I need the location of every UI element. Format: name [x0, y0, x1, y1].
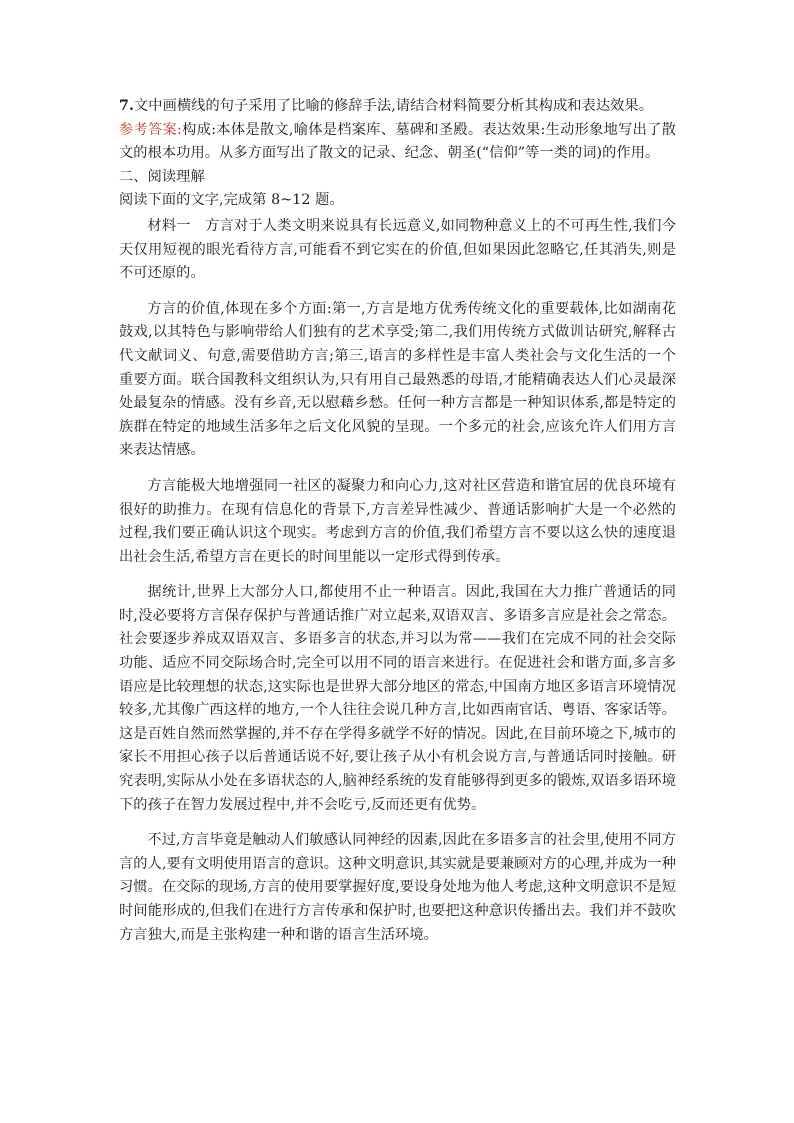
- section-title: 二、阅读理解: [119, 168, 205, 185]
- question-7: [119, 95, 676, 119]
- question-number: 7.: [119, 98, 135, 114]
- paragraph: 据统计,世界上大部分人口,都使用不止一种语言。因此,我国在大力推广普通话的同时,没必要将方言保存保护与普通话推广对立起来,双语双言、多语多言应是社会之常态。社会要逐步养成双语双言、多语多言的状态,并习以为常——我们在完成不同的社会交际功能、适应不同交际场合时,完全可以用不同的语言来进行。在促进社会和谐方面,多言多语应是比较理想的状态,这实际也是世界大部分地区的常态,中国南方地区多语言环境情况较多,尤其像广西这样的地方,一个人往往会说几种方言,比如西南官话、粤语、客家话等。这是百姓自然而然掌握的,并不存在学得多就学不好的情况。因此,在目前环境之下,城市的家长不用担心孩子以后普通话说不好,要让孩子从小有机会说方言,与普通话同时接触。研究表明,实际从小处在多语状态的人,脑神经系统的发育能够得到更多的锻炼,双语多语环境下的孩子在智力发展过程中,并不会吃亏,反而还更有优势。: [119, 584, 676, 813]
- answer-text: 构成:本体是散文,喻体是档案库、墓碑和圣殿。表达效果:生动形象地写出了散文的根本功用。从多方面写出了散文的记录、纪念、朝圣(“信仰”等一类的词)的作用。: [119, 121, 676, 162]
- reference-answer: [119, 119, 676, 166]
- paragraph: 不过,方言毕竟是触动人们敏感认同神经的因素,因此在多语多言的社会里,使用不同方言的人,要有文明使用语言的意识。这种文明意识,其实就是要兼顾对方的心理,并成为一种习惯。在交际的现场,方言的使用要掌握好度,要设身处地为他人考虑,这种文明意识不是短时间能形成的,但我们在进行方言传承和保护时,也要把这种意识传播出去。我们并不鼓吹方言独大,而是主张构建一种和谐的语言生活环境。: [119, 832, 676, 943]
- answer-label: 参考答案:: [119, 121, 182, 138]
- paragraph: 方言的价值,体现在多个方面:第一,方言是地方优秀传统文化的重要载体,比如湖南花鼓戏,以其特色与影响带给人们独有的艺术享受;第二,我们用传统方式做训诂研究,解释古代文献词义、句意,需要借助方言;第三,语言的多样性是丰富人类社会与文化生活的一个重要方面。联合国教科文组织认为,只有用自己最熟悉的母语,才能精确表达人们心灵最深处最复杂的情感。没有乡音,无以慰藉乡愁。任何一种方言都是一种知识体系,都是特定的族群在特定的地域生活多年之后文化风貌的呈现。一个多元的社会,应该允许人们用方言来表达情感。: [119, 300, 676, 459]
- question-block: [119, 95, 676, 213]
- reading-instruction: 阅读下面的文字,完成第 8~12 题。: [119, 192, 344, 209]
- question-text: 文中画横线的句子采用了比喻的修辞手法,请结合材料简要分析其构成和表达效果。: [134, 98, 653, 114]
- paragraph: 方言能极大地增强同一社区的凝聚力和向心力,这对社区营造和谐宜居的优良环境有很好的助推力。在现有信息化的背景下,方言差异性减少、普通话影响扩大是一个必然的过程,我们要正确认识这个现实。考虑到方言的价值,我们希望方言不要以这么快的速度退出社会生活,希望方言在更长的时间里能以一定形式得到传承。: [119, 477, 676, 565]
- document-page: [119, 95, 676, 959]
- paragraph: 材料一 方言对于人类文明来说具有长远意义,如同物种意义上的不可再生性,我们今天仅用短视的眼光看待方言,可能看不到它实在的价值,但如果因此忽略它,任其消失,则是不可还原的。: [119, 217, 676, 282]
